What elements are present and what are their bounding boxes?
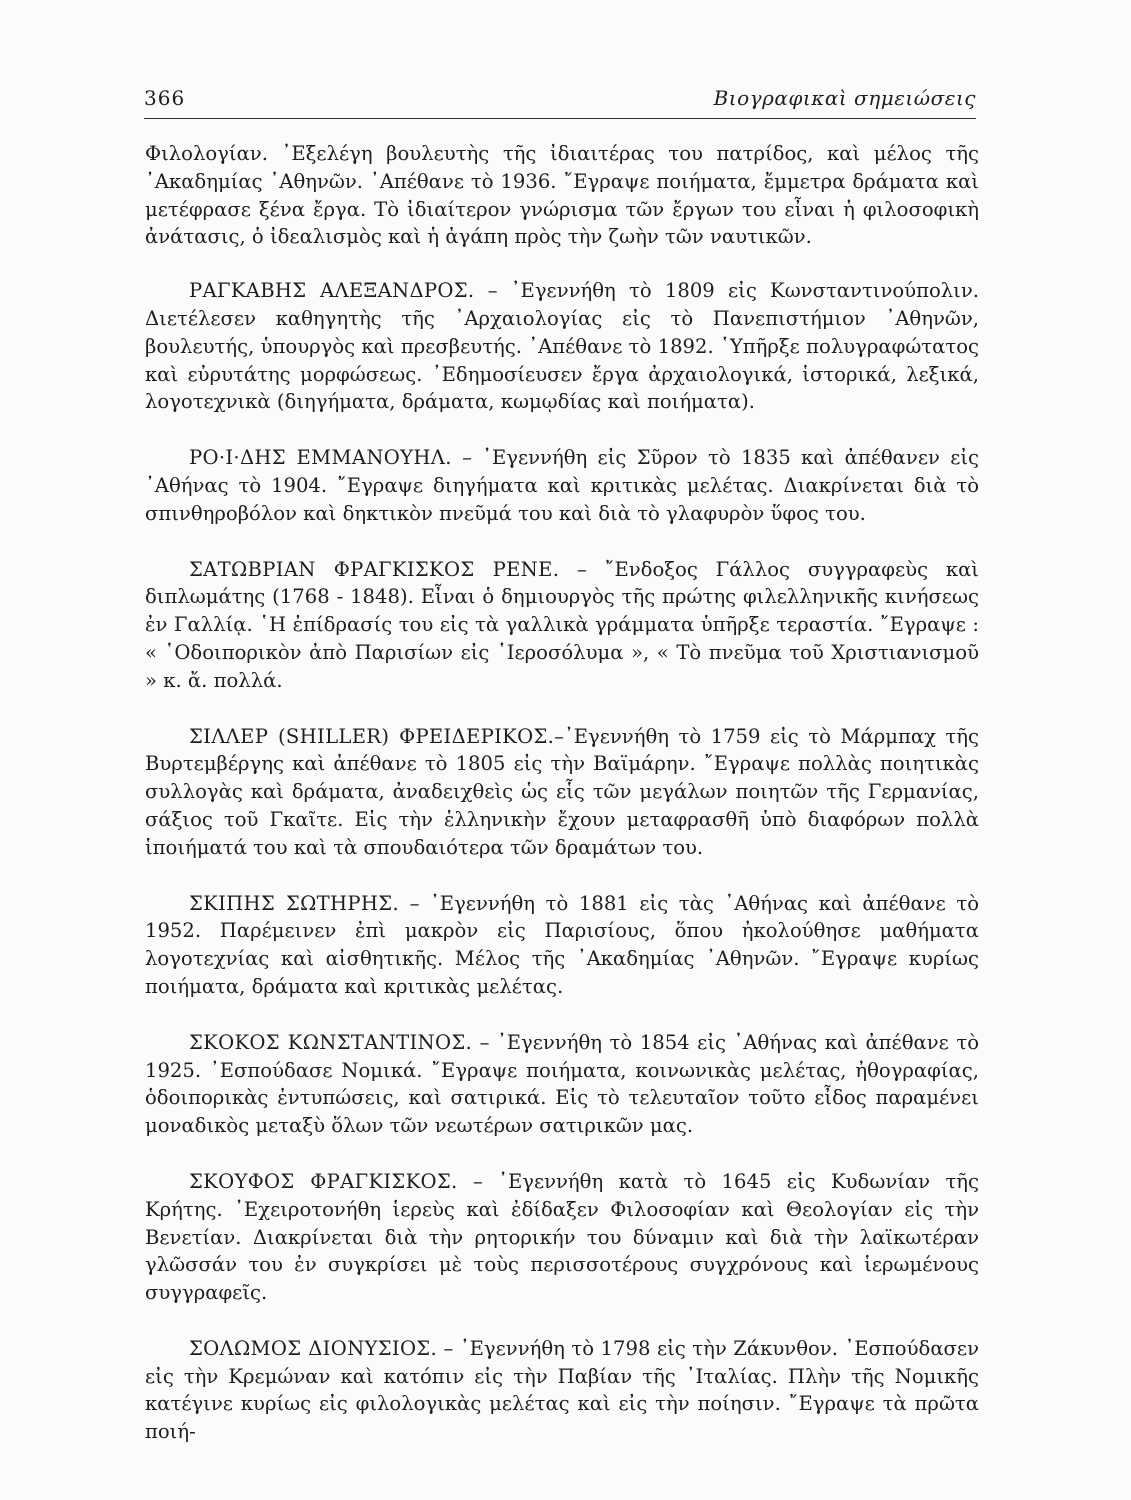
entry-name: ΡΟ·Ι·ΔΗΣ ΕΜΜΑΝΟΥΗΛ. bbox=[189, 446, 452, 470]
entry-text: – ῎Ενδοξος Γάλλος συγγραφεὺς καὶ διπλωμάτης (1768 - 1848). Εἶναι ὁ δημιουργὸς τῆς πρώτης φιλελληνικῆς κινήσεως ἐν Γαλλίᾳ. ῾Η ἐπίδρασίς του εἰς τὰ γαλλικὰ γράμματα ὑπῆρξε τεραστία. ῎Εγραψε : « ῾Οδοιπορικὸν ἀπὸ Παρισίων εἰς ῾Ιεροσόλυμα », « Τὸ πνεῦμα τοῦ Χριστιανισμοῦ » κ. ἄ. πολλά. bbox=[145, 557, 979, 692]
entry-name: ΡΑΓΚΑΒΗΣ ΑΛΕΞΑΝΔΡΟΣ. bbox=[189, 279, 475, 303]
entry-chateaubriand bbox=[145, 556, 979, 695]
entry-name: ΣΚΟΚΟΣ ΚΩΝΣΤΑΝΤΙΝΟΣ. bbox=[189, 1030, 473, 1054]
header-rule bbox=[144, 118, 976, 119]
entry-name: ΣΚΟΥΦΟΣ ΦΡΑΓΚΙΣΚΟΣ. bbox=[189, 1169, 458, 1193]
entry-roidis bbox=[145, 444, 979, 527]
entry-skoufos bbox=[145, 1168, 979, 1307]
entry-name: ΣΚΙΠΗΣ ΣΩΤΗΡΗΣ. bbox=[189, 891, 399, 915]
entry-text: – ᾽Εγεννήθη τὸ 1809 εἰς Κωνσταντινούπολιν. Διετέλεσεν καθηγητὴς τῆς ᾽Αρχαιολογίας εἰς τὸ Πανεπιστήμιον ᾽Αθηνῶν, βουλευτής, ὑπουργὸς καὶ πρεσβευτής. ᾽Απέθανε τὸ 1892. ῾Υπῆρξε πολυγραφώτατος καὶ εὐρυτάτης μορφώσεως. ᾽Εδημοσίευσεν ἔργα ἀρχαιολογικά, ἱστορικά, λεξικά, λογοτεχνικὰ (διηγήματα, δράματα, κωμῳδίας καὶ ποιήματα). bbox=[145, 279, 979, 414]
entry-ragkavis bbox=[145, 277, 979, 416]
running-head: Βιογραφικαὶ σημειώσεις bbox=[713, 86, 976, 110]
entry-text: – ᾽Εγεννήθη εἰς Σῦρον τὸ 1835 καὶ ἀπέθανεν εἰς ᾽Αθήνας τὸ 1904. ῎Εγραψε διηγήματα καὶ κριτικὰς μελέτας. Διακρίνεται διὰ τὸ σπινθηροβόλον καὶ δηκτικὸν πνεῦμά του καὶ διὰ τὸ γλαφυρὸν ὕφος του. bbox=[145, 446, 980, 525]
entry-name: ΣΟΛΩΜΟΣ ΔΙΟΝΥΣΙΟΣ. bbox=[189, 1336, 437, 1360]
entry-text: – ᾽Εγεννήθη κατὰ τὸ 1645 εἰς Κυδωνίαν τῆς Κρήτης. ᾽Εχειροτονήθη ἱερεὺς καὶ ἐδίδαξεν Φιλοσοφίαν καὶ Θεολογίαν εἰς τὴν Βενετίαν. Διακρίνεται διὰ τὴν ρητορικήν του δύναμιν καὶ διὰ τὴν λαϊκωτέραν γλῶσσάν του ἐν συγκρίσει μὲ τοὺς περισσοτέρους συγχρόνους καὶ ἱερωμένους συγγραφεῖς. bbox=[145, 1169, 980, 1305]
entry-text: – ᾽Εγεννήθη τὸ 1798 εἰς τὴν Ζάκυνθον. ᾽Εσπούδασεν εἰς τὴν Κρεμώναν καὶ κατόπιν εἰς τὴν Παβίαν τῆς ᾽Ιταλίας. Πλὴν τῆς Νομικῆς κατέγινε κυρίως εἰς φιλολογικὰς μελέτας καὶ εἰς τὴν ποίησιν. ῎Εγραψε τὰ πρῶτα ποιή- bbox=[145, 1336, 979, 1444]
entry-text: Φιλολογίαν. ᾽Εξελέγη βουλευτὴς τῆς ἰδιαιτέρας του πατρίδος, καὶ μέλος τῆς ᾽Ακαδημίας ᾽Αθηνῶν. ᾽Απέθανε τὸ 1936. ῎Εγραψε ποιήματα, ἔμμετρα δράματα καὶ μετέφρασε ξένα ἔργα. Τὸ ἰδιαίτερον γνώρισμα τῶν ἔργων του εἶναι ἡ φιλοσοφικὴ ἀνάτασις, ὁ ἰδεαλισμὸς καὶ ἡ ἀγάπη πρὸς τὴν ζωὴν τῶν ναυτικῶν. bbox=[145, 142, 979, 249]
page-number: 366 bbox=[144, 86, 186, 110]
entry-skokos bbox=[145, 1029, 979, 1140]
body-text bbox=[145, 140, 979, 1474]
entry-text: –᾽Εγεννήθη τὸ 1759 εἰς τὸ Μάρμπαχ τῆς Βυρτεμβέργης καὶ ἀπέθανε τὸ 1805 εἰς τὴν Βαϊμάρην. ῎Εγραψε πολλὰς ποιητικὰς συλλογὰς καὶ δράματα, ἀναδειχθεὶς ὡς εἷς τῶν μεγάλων ποιητῶν τῆς Γερμανίας, σάξιος τοῦ Γκαῖτε. Εἰς τὴν ἑλληνικὴν ἔχουν μεταφρασθῆ ὑπὸ διαφόρων πολλὰ ἱποιήματά του καὶ τὰ σπουδαιότερα τῶν δραμάτων του. bbox=[145, 724, 979, 859]
entry-skipis bbox=[145, 890, 979, 1001]
entry-text: – ᾽Εγεννήθη τὸ 1881 εἰς τὰς ᾽Αθήνας καὶ ἀπέθανε τὸ 1952. Παρέμεινεν ἐπὶ μακρὸν εἰς Παρισίους, ὅπου ἠκολούθησε μαθήματα λογοτεχνίας καὶ αἰσθητικῆς. Μέλος τῆς ᾽Ακαδημίας ᾽Αθηνῶν. ῎Εγραψε κυρίως ποιήματα, δράματα καὶ κριτικὰς μελέτας. bbox=[145, 891, 979, 998]
entry-schiller bbox=[145, 723, 979, 862]
page-header bbox=[144, 84, 976, 116]
entry-name: ΣΑΤΩΒΡΙΑΝ ΦΡΑΓΚΙΣΚΟΣ ΡΕΝΕ. bbox=[189, 557, 560, 581]
entry-text: – ᾽Εγεννήθη τὸ 1854 εἰς ᾽Αθήνας καὶ ἀπέθανε τὸ 1925. ᾽Εσπούδασε Νομικά. ῎Εγραψε ποιήματα, κοινωνικὰς μελέτας, ἠθογραφίας, ὁδοιπορικὰς ἐντυπώσεις, καὶ σατιρικά. Εἰς τὸ τελευταῖον τοῦτο εἶδος παραμένει μοναδικὸς μεταξὺ ὅλων τῶν νεωτέρων σατιρικῶν μας. bbox=[145, 1030, 979, 1138]
entry-continuation bbox=[145, 140, 979, 251]
entry-solomos bbox=[145, 1335, 979, 1446]
entry-name: ΣΙΛΛΕΡ (SHILLER) ΦΡΕΙΔΕΡΙΚΟΣ. bbox=[189, 724, 555, 748]
